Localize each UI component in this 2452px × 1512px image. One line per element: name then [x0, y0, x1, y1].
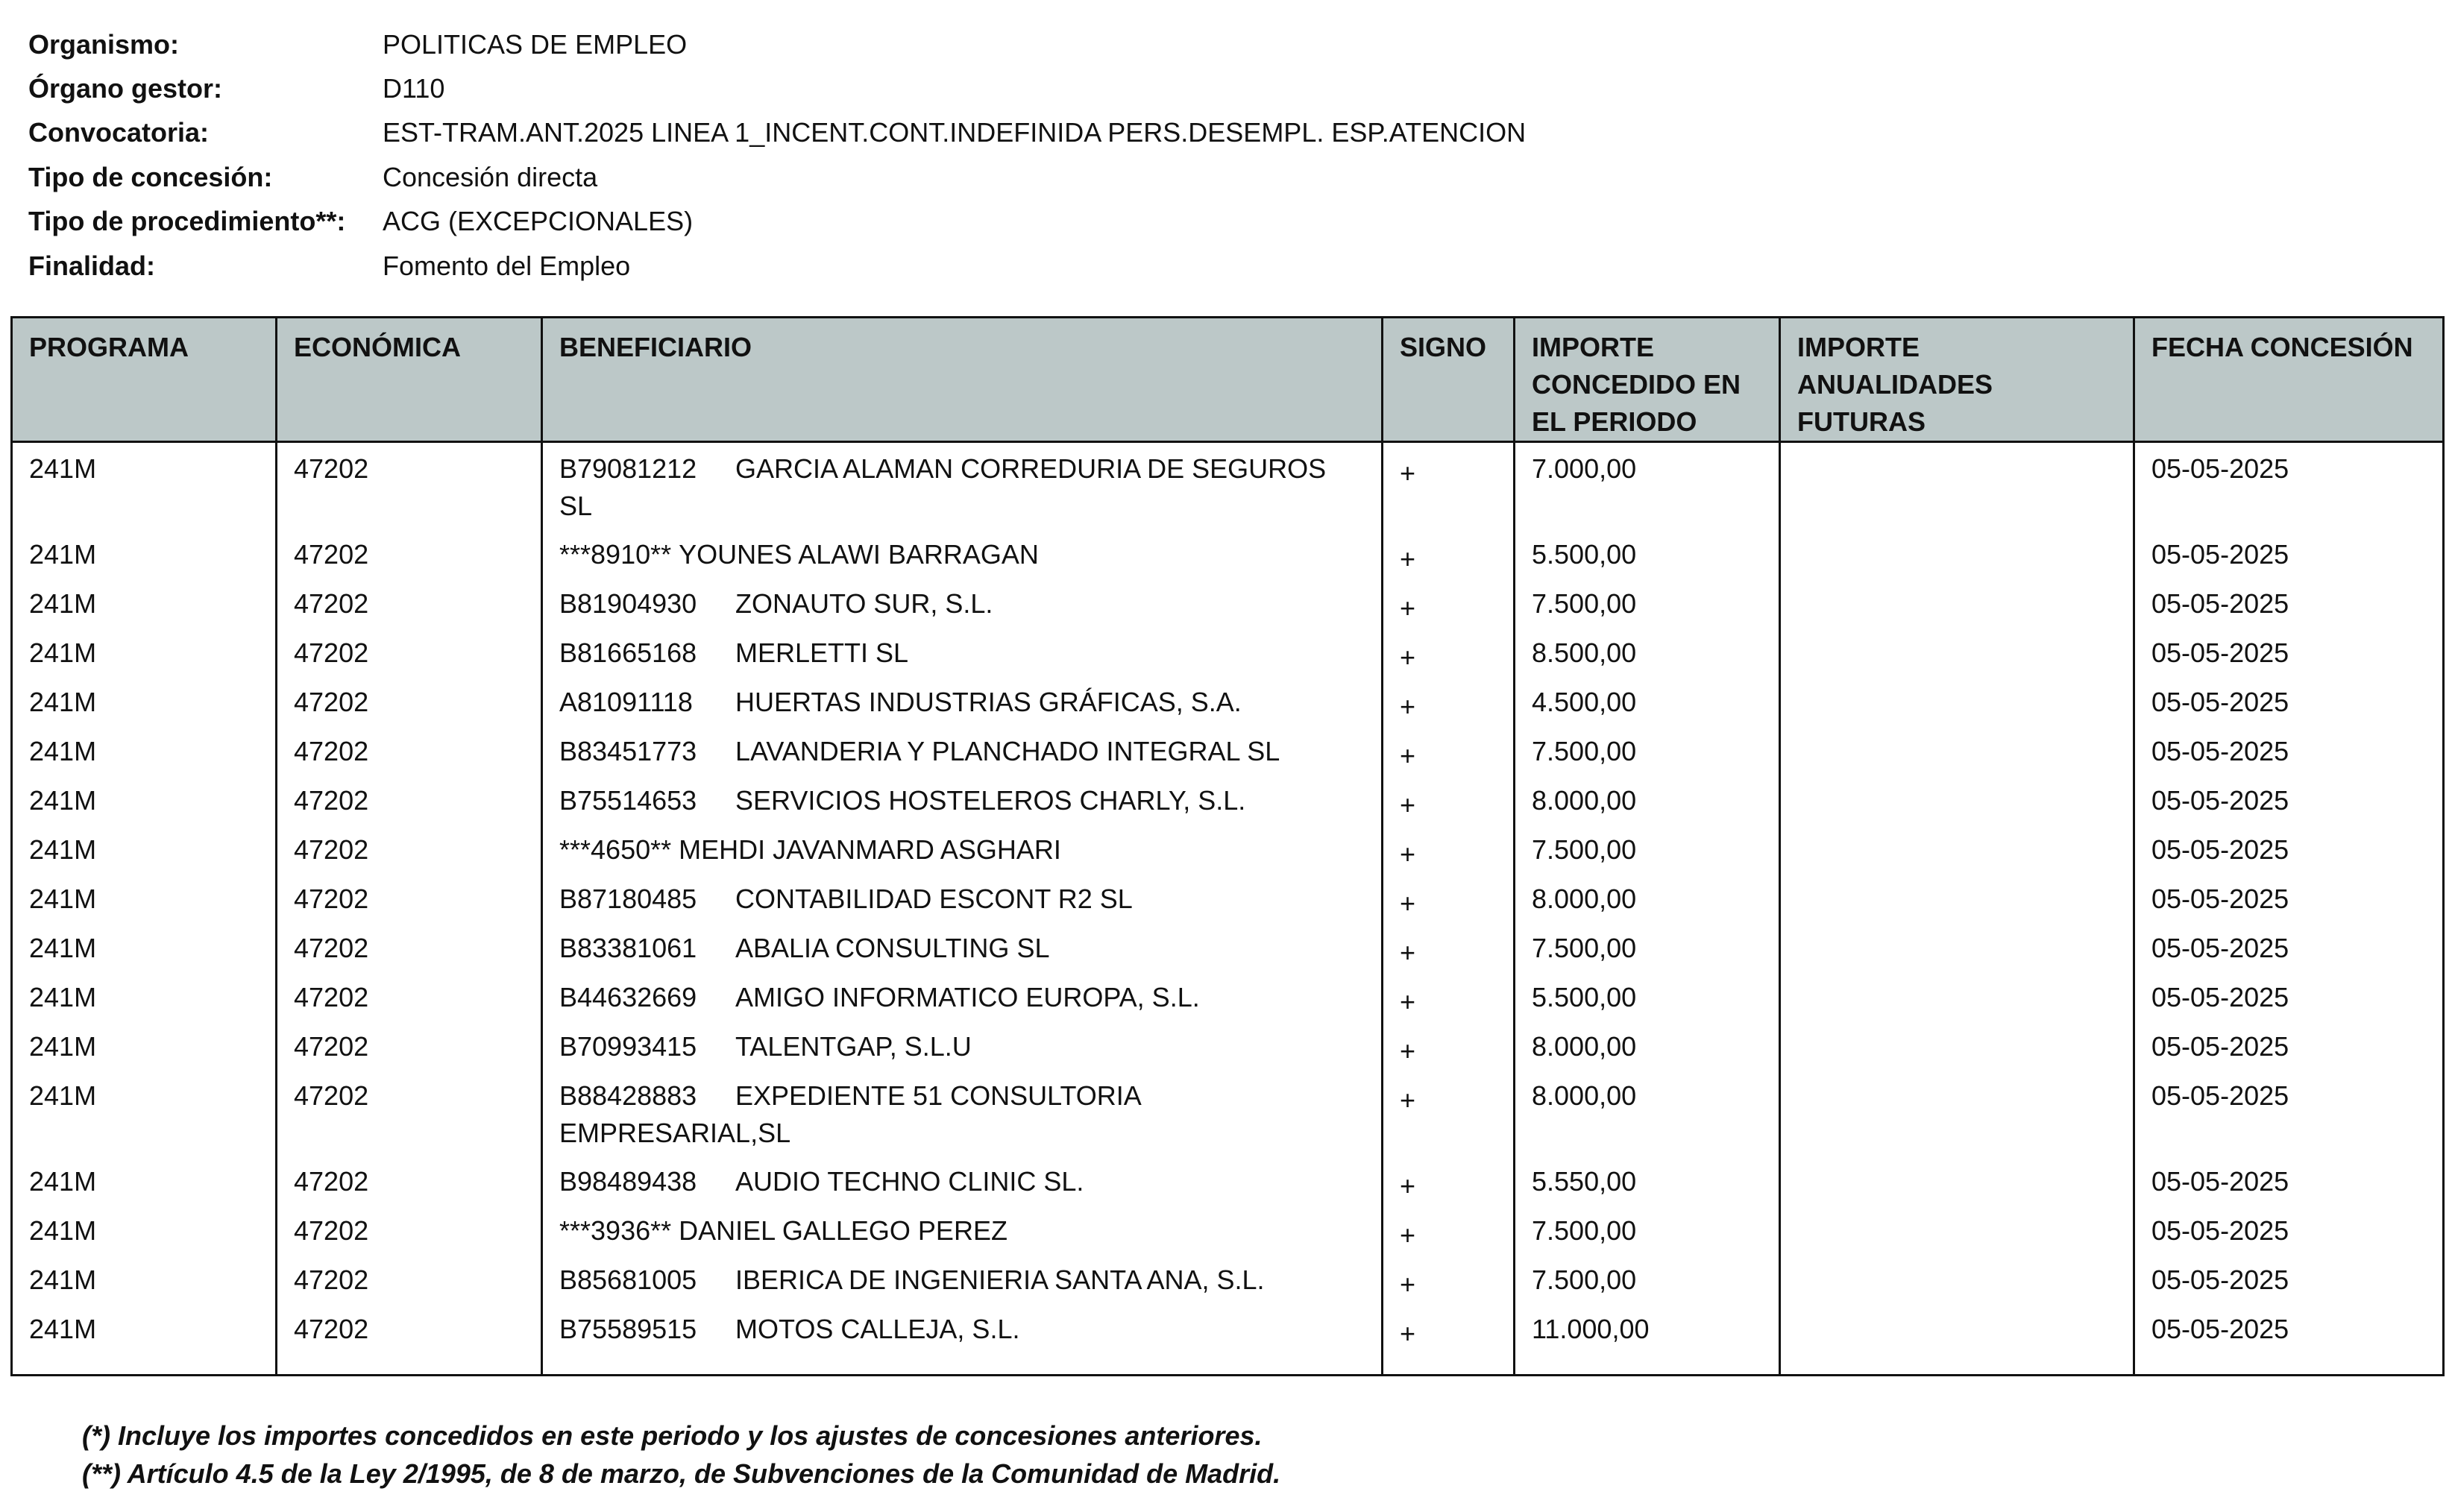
footnotes [82, 1417, 1280, 1493]
cell-fecha-concesion: 05-05-2025 [2134, 676, 2444, 725]
cell-economica: 47202 [277, 922, 542, 971]
cell-importe-concedido: 7.500,00 [1515, 725, 1780, 775]
cell-beneficiario [542, 971, 1383, 1021]
cell-economica: 47202 [277, 578, 542, 627]
cell-fecha-concesion: 05-05-2025 [2134, 1205, 2444, 1254]
cell-fecha-concesion: 05-05-2025 [2134, 1021, 2444, 1070]
cell-economica: 47202 [277, 1070, 542, 1156]
cell-importe-concedido: 8.500,00 [1515, 627, 1780, 676]
beneficiary-name: SERVICIOS HOSTELEROS CHARLY, S.L. [735, 785, 1246, 816]
beneficiary-nif: ***4650** [559, 834, 672, 865]
cell-importe-anualidades [1780, 578, 2134, 627]
cell-signo: + [1383, 1303, 1515, 1376]
cell-beneficiario [542, 442, 1383, 529]
cell-importe-anualidades [1780, 971, 2134, 1021]
table-row [12, 676, 2444, 725]
cell-importe-concedido: 8.000,00 [1515, 775, 1780, 824]
cell-signo: + [1383, 676, 1515, 725]
cell-beneficiario [542, 1070, 1383, 1156]
beneficiary-nif: B44632669 [559, 982, 697, 1012]
table-row [12, 578, 2444, 627]
cell-beneficiario [542, 922, 1383, 971]
cell-fecha-concesion: 05-05-2025 [2134, 971, 2444, 1021]
header-metadata [28, 22, 1526, 288]
cell-signo: + [1383, 578, 1515, 627]
cell-importe-concedido: 7.500,00 [1515, 1205, 1780, 1254]
meta-row-organo-gestor [28, 66, 1526, 110]
beneficiary-nif: B83451773 [559, 736, 697, 766]
beneficiary-nif: B75514653 [559, 785, 697, 816]
cell-programa: 241M [12, 873, 277, 922]
beneficiary-name: MOTOS CALLEJA, S.L. [735, 1314, 1020, 1344]
meta-label: Tipo de concesión: [28, 161, 273, 192]
meta-row-tipo-procedimiento [28, 200, 1526, 244]
cell-programa: 241M [12, 1254, 277, 1303]
cell-beneficiario [542, 873, 1383, 922]
cell-importe-concedido: 7.500,00 [1515, 1254, 1780, 1303]
table-row [12, 824, 2444, 873]
cell-signo: + [1383, 873, 1515, 922]
cell-fecha-concesion: 05-05-2025 [2134, 1156, 2444, 1205]
cell-importe-concedido: 11.000,00 [1515, 1303, 1780, 1376]
beneficiary-name: YOUNES ALAWI BARRAGAN [679, 539, 1039, 570]
cell-importe-anualidades [1780, 1070, 2134, 1156]
cell-importe-anualidades [1780, 627, 2134, 676]
beneficiary-name: MEHDI JAVANMARD ASGHARI [679, 834, 1061, 865]
beneficiary-name: MERLETTI SL [735, 637, 909, 668]
beneficiary-name: LAVANDERIA Y PLANCHADO INTEGRAL SL [735, 736, 1280, 766]
cell-beneficiario [542, 775, 1383, 824]
meta-label: Organismo: [28, 28, 180, 60]
cell-signo: + [1383, 627, 1515, 676]
cell-programa: 241M [12, 529, 277, 578]
cell-importe-anualidades [1780, 1205, 2134, 1254]
table-row [12, 1303, 2444, 1376]
cell-economica: 47202 [277, 529, 542, 578]
cell-signo: + [1383, 1070, 1515, 1156]
cell-programa: 241M [12, 725, 277, 775]
cell-importe-concedido: 5.550,00 [1515, 1156, 1780, 1205]
beneficiary-nif: B75589515 [559, 1314, 697, 1344]
cell-economica: 47202 [277, 725, 542, 775]
cell-importe-anualidades [1780, 922, 2134, 971]
cell-programa: 241M [12, 1205, 277, 1254]
beneficiary-name: GARCIA ALAMAN CORREDURIA DE SEGUROS SL [559, 453, 1327, 521]
cell-fecha-concesion: 05-05-2025 [2134, 1070, 2444, 1156]
cell-beneficiario [542, 627, 1383, 676]
cell-economica: 47202 [277, 676, 542, 725]
cell-importe-anualidades [1780, 676, 2134, 725]
cell-economica: 47202 [277, 442, 542, 529]
table-row [12, 775, 2444, 824]
table-row [12, 627, 2444, 676]
beneficiary-nif: B81665168 [559, 637, 697, 668]
cell-fecha-concesion: 05-05-2025 [2134, 1254, 2444, 1303]
cell-economica: 47202 [277, 824, 542, 873]
cell-beneficiario [542, 824, 1383, 873]
table-header-row [12, 318, 2444, 442]
cell-economica: 47202 [277, 971, 542, 1021]
beneficiary-nif: B79081212 [559, 453, 697, 484]
column-header-importe-concedido: IMPORTE CONCEDIDO EN EL PERIODO [1515, 318, 1780, 442]
cell-signo: + [1383, 1021, 1515, 1070]
footnote: (**) Artículo 4.5 de la Ley 2/1995, de 8 de marzo, de Subvenciones de la Comunidad de Madrid. [82, 1458, 1281, 1489]
beneficiary-nif: ***3936** [559, 1215, 672, 1246]
cell-importe-concedido: 8.000,00 [1515, 1070, 1780, 1156]
meta-value: Fomento del Empleo [383, 250, 631, 281]
cell-beneficiario [542, 1156, 1383, 1205]
beneficiary-name: HUERTAS INDUSTRIAS GRÁFICAS, S.A. [735, 687, 1242, 717]
column-header-signo: SIGNO [1383, 318, 1515, 442]
footnote: (*) Incluye los importes concedidos en este periodo y los ajustes de concesiones anteriores. [82, 1420, 1263, 1451]
meta-label: Tipo de procedimiento**: [28, 206, 346, 237]
column-header-fecha-concesion: FECHA CONCESIÓN [2134, 318, 2444, 442]
meta-label: Órgano gestor: [28, 73, 223, 104]
cell-programa: 241M [12, 824, 277, 873]
cell-programa: 241M [12, 627, 277, 676]
beneficiary-name: ABALIA CONSULTING SL [735, 933, 1050, 963]
cell-importe-concedido: 5.500,00 [1515, 971, 1780, 1021]
cell-importe-anualidades [1780, 873, 2134, 922]
cell-economica: 47202 [277, 775, 542, 824]
cell-signo: + [1383, 442, 1515, 529]
table-row [12, 725, 2444, 775]
table-row [12, 971, 2444, 1021]
cell-importe-concedido: 7.500,00 [1515, 922, 1780, 971]
meta-row-finalidad [28, 244, 1526, 288]
table-row [12, 873, 2444, 922]
cell-programa: 241M [12, 1021, 277, 1070]
table-row [12, 1254, 2444, 1303]
table-row [12, 1205, 2444, 1254]
cell-programa: 241M [12, 578, 277, 627]
cell-economica: 47202 [277, 1303, 542, 1376]
cell-programa: 241M [12, 1070, 277, 1156]
cell-beneficiario [542, 1205, 1383, 1254]
beneficiary-nif: B70993415 [559, 1031, 697, 1062]
meta-row-convocatoria [28, 111, 1526, 155]
cell-importe-concedido: 8.000,00 [1515, 1021, 1780, 1070]
cell-fecha-concesion: 05-05-2025 [2134, 824, 2444, 873]
cell-fecha-concesion: 05-05-2025 [2134, 627, 2444, 676]
cell-fecha-concesion: 05-05-2025 [2134, 442, 2444, 529]
table-row [12, 1021, 2444, 1070]
cell-beneficiario [542, 676, 1383, 725]
table-row [12, 1156, 2444, 1205]
cell-importe-anualidades [1780, 442, 2134, 529]
cell-programa: 241M [12, 971, 277, 1021]
cell-fecha-concesion: 05-05-2025 [2134, 1303, 2444, 1376]
column-header-importe-anualidades: IMPORTE ANUALIDADES FUTURAS [1780, 318, 2134, 442]
cell-programa: 241M [12, 775, 277, 824]
cell-signo: + [1383, 725, 1515, 775]
beneficiary-nif: B81904930 [559, 588, 697, 619]
cell-signo: + [1383, 971, 1515, 1021]
cell-fecha-concesion: 05-05-2025 [2134, 578, 2444, 627]
cell-beneficiario [542, 725, 1383, 775]
meta-value: EST-TRAM.ANT.2025 LINEA 1_INCENT.CONT.INDEFINIDA PERS.DESEMPL. ESP.ATENCION [383, 117, 1527, 148]
cell-fecha-concesion: 05-05-2025 [2134, 775, 2444, 824]
column-header-beneficiario: BENEFICIARIO [542, 318, 1383, 442]
meta-value: Concesión directa [383, 161, 598, 192]
cell-importe-anualidades [1780, 529, 2134, 578]
cell-beneficiario [542, 1303, 1383, 1376]
cell-importe-anualidades [1780, 775, 2134, 824]
meta-label: Convocatoria: [28, 117, 210, 148]
meta-row-tipo-concesion [28, 155, 1526, 199]
beneficiary-nif: B83381061 [559, 933, 697, 963]
beneficiary-nif: B98489438 [559, 1166, 697, 1197]
beneficiary-name: EXPEDIENTE 51 CONSULTORIA EMPRESARIAL,SL [559, 1080, 1140, 1148]
cell-signo: + [1383, 529, 1515, 578]
cell-beneficiario [542, 578, 1383, 627]
table-row [12, 529, 2444, 578]
cell-signo: + [1383, 775, 1515, 824]
cell-importe-anualidades [1780, 1021, 2134, 1070]
beneficiary-nif: B85681005 [559, 1264, 697, 1295]
cell-economica: 47202 [277, 1156, 542, 1205]
cell-signo: + [1383, 1205, 1515, 1254]
cell-importe-concedido: 7.500,00 [1515, 824, 1780, 873]
cell-importe-concedido: 4.500,00 [1515, 676, 1780, 725]
table-row [12, 442, 2444, 529]
beneficiary-nif: B87180485 [559, 883, 697, 914]
beneficiary-name: DANIEL GALLEGO PEREZ [679, 1215, 1007, 1246]
cell-importe-concedido: 8.000,00 [1515, 873, 1780, 922]
meta-value: ACG (EXCEPCIONALES) [383, 206, 694, 237]
cell-fecha-concesion: 05-05-2025 [2134, 725, 2444, 775]
beneficiary-nif: B88428883 [559, 1080, 697, 1111]
beneficiary-name: AUDIO TECHNO CLINIC SL. [735, 1166, 1084, 1197]
cell-signo: + [1383, 1254, 1515, 1303]
cell-importe-anualidades [1780, 1156, 2134, 1205]
cell-programa: 241M [12, 1156, 277, 1205]
meta-label: Finalidad: [28, 250, 155, 281]
meta-value: POLITICAS DE EMPLEO [383, 28, 688, 60]
cell-beneficiario [542, 1254, 1383, 1303]
cell-programa: 241M [12, 1303, 277, 1376]
cell-importe-concedido: 7.500,00 [1515, 578, 1780, 627]
cell-beneficiario [542, 1021, 1383, 1070]
cell-economica: 47202 [277, 627, 542, 676]
cell-programa: 241M [12, 442, 277, 529]
cell-programa: 241M [12, 676, 277, 725]
cell-economica: 47202 [277, 1254, 542, 1303]
column-header-economica: ECONÓMICA [277, 318, 542, 442]
cell-economica: 47202 [277, 1021, 542, 1070]
cell-importe-anualidades [1780, 1303, 2134, 1376]
beneficiary-nif: ***8910** [559, 539, 672, 570]
cell-economica: 47202 [277, 873, 542, 922]
table-row [12, 922, 2444, 971]
cell-importe-anualidades [1780, 1254, 2134, 1303]
cell-importe-concedido: 7.000,00 [1515, 442, 1780, 529]
meta-value: D110 [383, 73, 445, 104]
cell-signo: + [1383, 1156, 1515, 1205]
beneficiary-nif: A81091118 [559, 687, 693, 717]
cell-importe-anualidades [1780, 824, 2134, 873]
cell-signo: + [1383, 922, 1515, 971]
cell-fecha-concesion: 05-05-2025 [2134, 873, 2444, 922]
cell-fecha-concesion: 05-05-2025 [2134, 922, 2444, 971]
meta-row-organismo [28, 22, 1526, 66]
cell-signo: + [1383, 824, 1515, 873]
cell-importe-concedido: 5.500,00 [1515, 529, 1780, 578]
cell-programa: 241M [12, 922, 277, 971]
cell-fecha-concesion: 05-05-2025 [2134, 529, 2444, 578]
beneficiary-name: ZONAUTO SUR, S.L. [735, 588, 993, 619]
cell-economica: 47202 [277, 1205, 542, 1254]
beneficiary-name: IBERICA DE INGENIERIA SANTA ANA, S.L. [735, 1264, 1265, 1295]
table-row [12, 1070, 2444, 1156]
beneficiary-name: TALENTGAP, S.L.U [735, 1031, 972, 1062]
grants-table [10, 316, 2445, 1376]
cell-importe-anualidades [1780, 725, 2134, 775]
beneficiary-name: CONTABILIDAD ESCONT R2 SL [735, 883, 1133, 914]
beneficiary-name: AMIGO INFORMATICO EUROPA, S.L. [735, 982, 1200, 1012]
column-header-programa: PROGRAMA [12, 318, 277, 442]
cell-beneficiario [542, 529, 1383, 578]
